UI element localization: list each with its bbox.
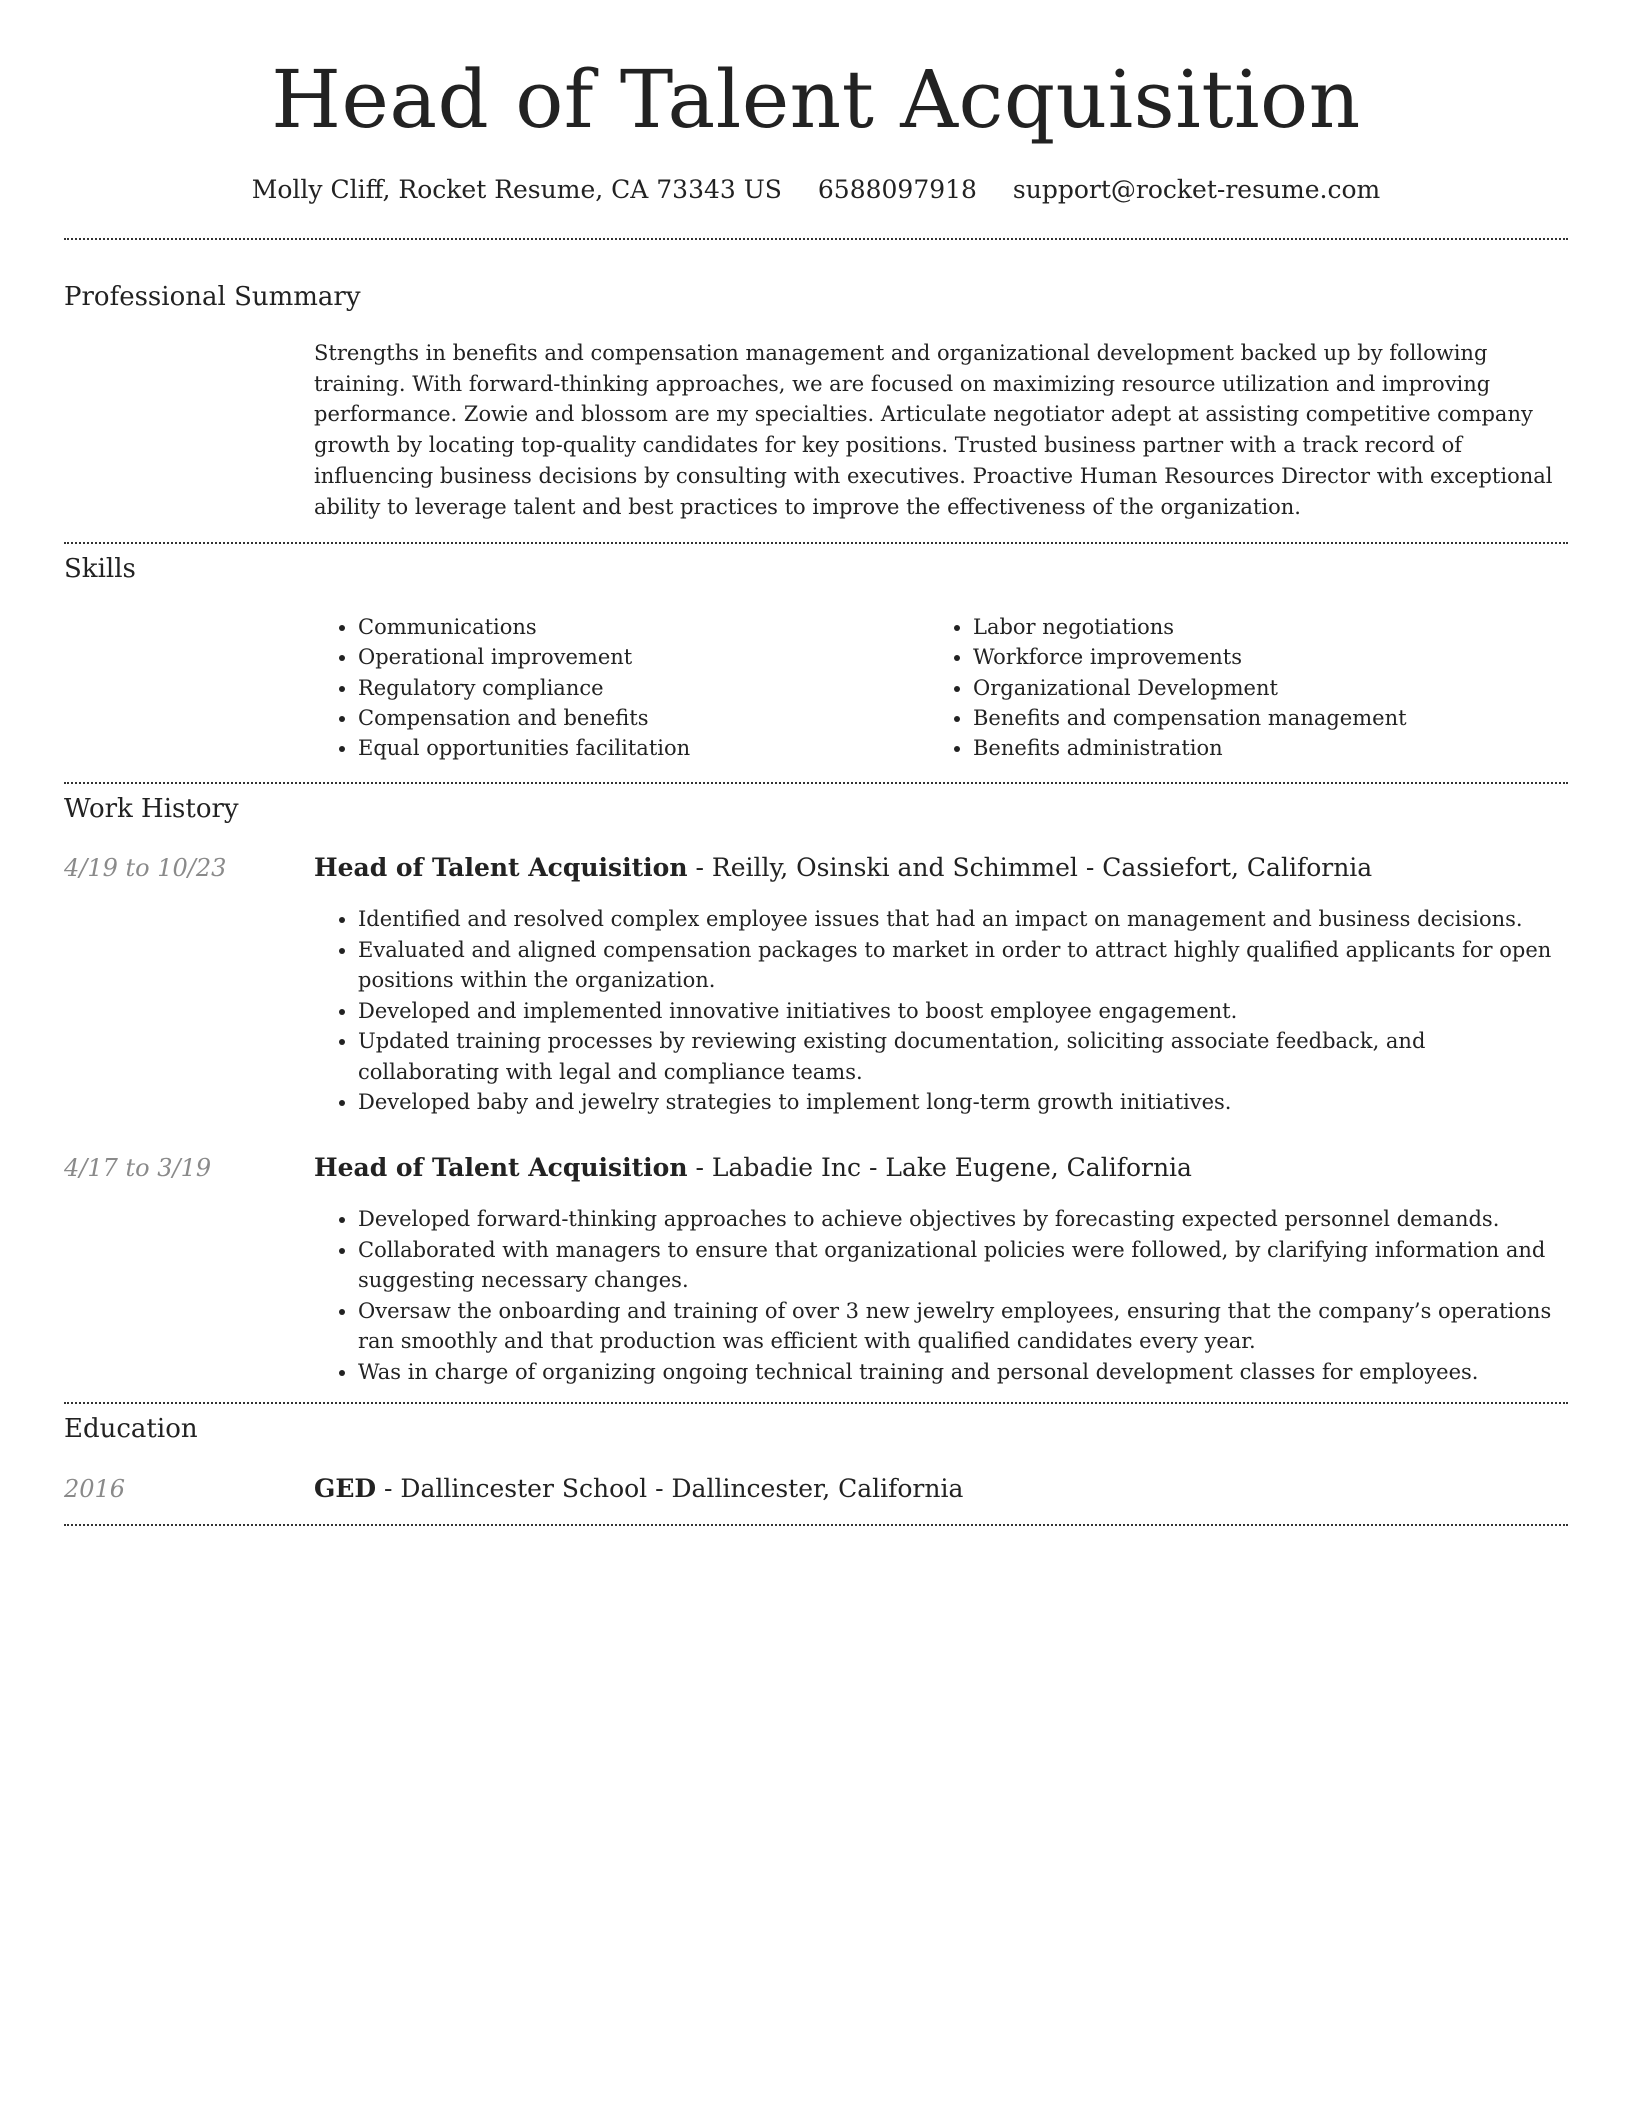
skill-item: • Organizational Development xyxy=(973,673,1573,703)
job-bullet: • Was in charge of organizing ongoing technical training and personal development classes for employees. xyxy=(358,1357,1570,1388)
education-date: 2016 xyxy=(64,1475,126,1503)
job-bullet: • Evaluated and aligned compensation packages to market in order to attract highly qualified applicants for open positions within the organization. xyxy=(358,935,1570,996)
education-entry xyxy=(314,1474,963,1503)
skill-item: • Communications xyxy=(358,612,918,642)
skill-item: • Benefits administration xyxy=(973,733,1573,763)
job-role: Head of Talent Acquisition xyxy=(314,1153,688,1182)
job-bullet: • Oversaw the onboarding and training of over 3 new jewelry employees, ensuring that the company’s operations ran smoothly and that production was efficient with qualified candidates every year. xyxy=(358,1296,1570,1357)
job-title xyxy=(314,1153,1192,1182)
job-bullet: • Updated training processes by reviewing existing documentation, soliciting associate feedback, and collaborating with legal and compliance teams. xyxy=(358,1026,1570,1087)
job-bullets xyxy=(314,904,1570,1118)
job-dates: 4/19 to 10/23 xyxy=(64,854,227,882)
skill-item: • Operational improvement xyxy=(358,642,918,672)
skills-list-right xyxy=(929,612,1573,763)
summary-text: Strengths in benefits and compensation management and organizational development backed up by following training. With forward-thinking approaches, we are focused on maximizing resource utilization and improving performance. Zowie and blossom are my specialties. Articulate negotiator adept at assisting competitive company growth by locating top-quality candidates for key positions. Trusted business partner with a track record of influencing business decisions by consulting with executives. Proactive Human Resources Director with exceptional ability to leverage talent and best practices to improve the effectiveness of the organization. xyxy=(314,341,1553,519)
skills-list-left xyxy=(314,612,918,763)
divider xyxy=(64,1524,1568,1526)
education-heading: Education xyxy=(64,1414,198,1444)
skill-item: • Labor negotiations xyxy=(973,612,1573,642)
job-title xyxy=(314,853,1372,882)
work-heading: Work History xyxy=(64,794,239,824)
job-bullet: • Identified and resolved complex employee issues that had an impact on management and business decisions. xyxy=(358,904,1570,935)
job-bullet: • Developed baby and jewelry strategies to implement long-term growth initiatives. xyxy=(358,1087,1570,1118)
contact-email: support@rocket-resume.com xyxy=(1012,175,1381,204)
divider xyxy=(64,782,1568,784)
job-details: - Reilly, Osinski and Schimmel - Cassiefort, California xyxy=(687,853,1373,882)
contact-line xyxy=(0,174,1632,206)
divider xyxy=(64,542,1568,544)
job-bullet: • Collaborated with managers to ensure that organizational policies were followed, by clarifying information and suggesting necessary changes. xyxy=(358,1235,1570,1296)
skill-item: • Benefits and compensation management xyxy=(973,703,1573,733)
education-details: - Dallincester School - Dallincester, California xyxy=(376,1474,964,1503)
skill-item: • Regulatory compliance xyxy=(358,673,918,703)
education-degree: GED xyxy=(314,1474,377,1503)
summary-heading: Professional Summary xyxy=(64,282,361,312)
divider xyxy=(64,1402,1568,1404)
job-role: Head of Talent Acquisition xyxy=(314,853,688,882)
job-bullet: • Developed forward-thinking approaches to achieve objectives by forecasting expected personnel demands. xyxy=(358,1204,1570,1235)
skill-item: • Equal opportunities facilitation xyxy=(358,733,918,763)
divider xyxy=(64,238,1568,240)
skills-heading: Skills xyxy=(64,554,136,584)
contact-address: Molly Cliff, Rocket Resume, CA 73343 US xyxy=(251,175,782,204)
skill-item: • Workforce improvements xyxy=(973,642,1573,672)
job-dates: 4/17 to 3/19 xyxy=(64,1154,212,1182)
resume-header xyxy=(0,0,1632,206)
skill-item: • Compensation and benefits xyxy=(358,703,918,733)
contact-phone: 6588097918 xyxy=(817,175,977,204)
job-bullet: • Developed and implemented innovative initiatives to boost employee engagement. xyxy=(358,996,1570,1027)
resume-title: Head of Talent Acquisition xyxy=(271,53,1361,146)
job-bullets xyxy=(314,1204,1570,1387)
job-details: - Labadie Inc - Lake Eugene, California xyxy=(687,1153,1192,1182)
